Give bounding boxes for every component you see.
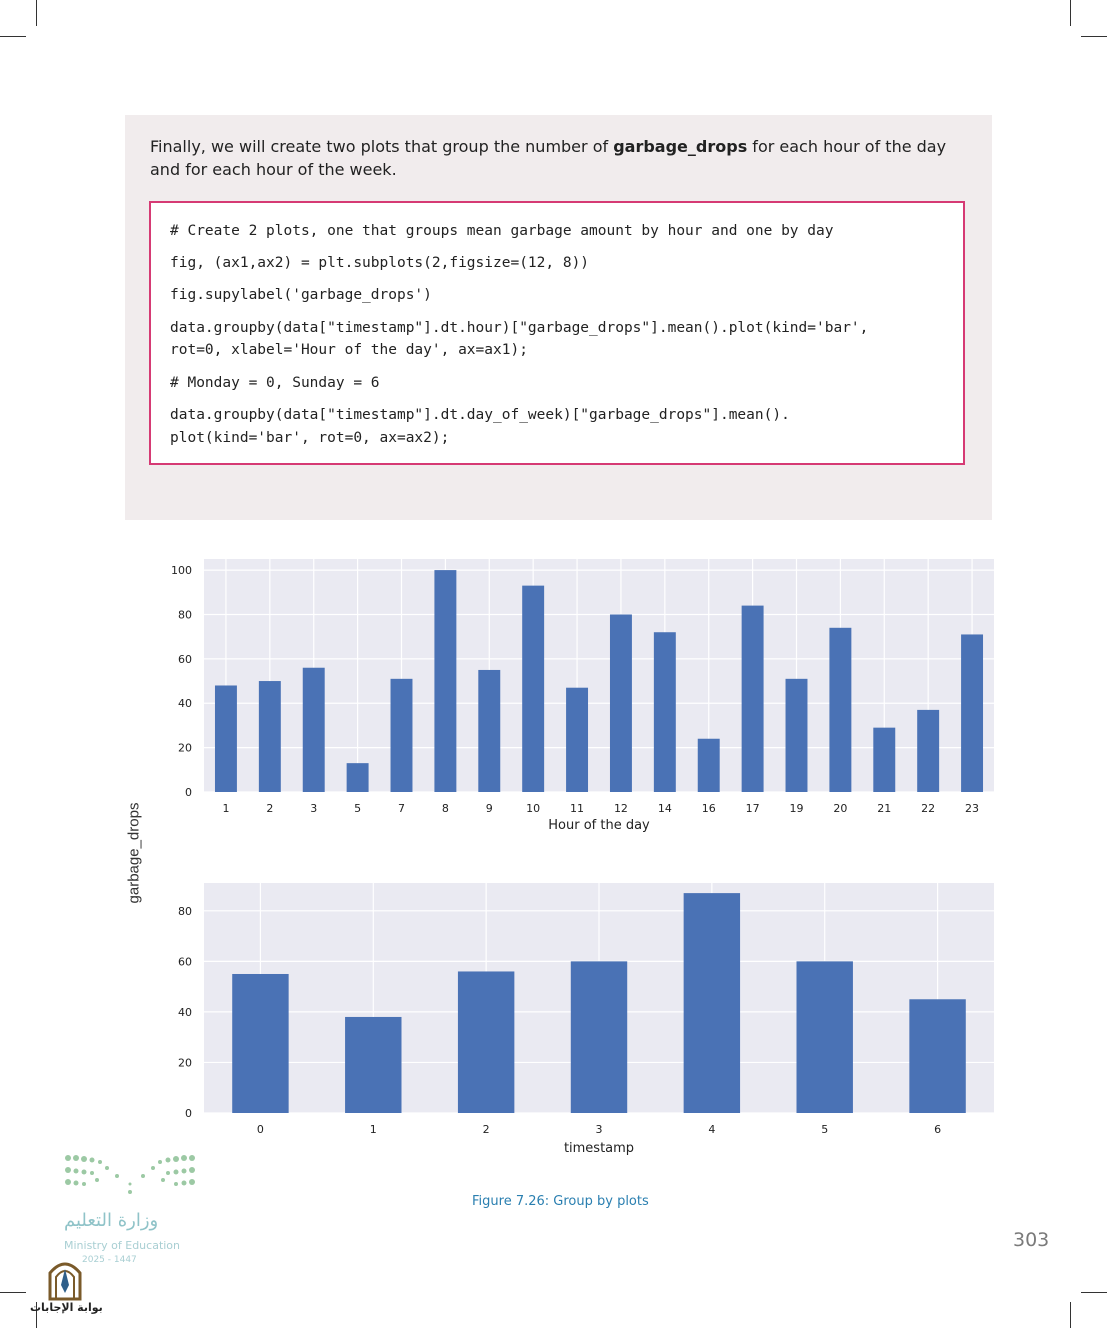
code-line: # Create 2 plots, one that groups mean garbage amount by hour and one by day (170, 223, 834, 239)
watermark (28, 1255, 108, 1321)
x-tick-label: 5 (354, 802, 362, 815)
y-tick-label: 20 (178, 741, 192, 755)
bar-3 (571, 961, 627, 1113)
crop-mark (0, 1292, 26, 1293)
y-tick-label: 40 (178, 1005, 192, 1019)
x-tick-label: 23 (965, 802, 980, 815)
x-tick-label: 1 (222, 802, 230, 815)
bar-22 (917, 710, 939, 792)
x-tick-label: 12 (613, 802, 628, 815)
code-line: data.groupby(data["timestamp"].dt.hour)["garbage_drops"].mean().plot(kind='bar', (170, 320, 869, 336)
ministry-logo (62, 1150, 202, 1270)
bar-1 (345, 1017, 401, 1113)
code-line: fig.supylabel('garbage_drops') (170, 287, 432, 303)
bar-12 (610, 614, 632, 792)
bar-5 (347, 763, 369, 792)
crop-mark (1070, 0, 1071, 26)
x-tick-label: 10 (526, 802, 541, 815)
code-line: # Monday = 0, Sunday = 6 (170, 375, 380, 391)
code-line: fig, (ax1,ax2) = plt.subplots(2,figsize=(12, 8)) (170, 255, 590, 271)
x-tick-label: 0 (256, 1123, 264, 1136)
watermark-text: بوابة الإجابات (30, 1301, 103, 1314)
y-tick-label: 60 (178, 955, 192, 969)
x-tick-label: 3 (595, 1123, 603, 1136)
x-tick-label: 3 (310, 802, 318, 815)
bar-7 (391, 679, 413, 792)
x-axis-label: Hour of the day (548, 818, 650, 833)
logo-english-text: Ministry of Education (64, 1239, 181, 1252)
x-tick-label: 5 (821, 1123, 829, 1136)
intro-panel (125, 115, 992, 520)
code-line: plot(kind='bar', rot=0, ax=ax2); (170, 430, 450, 446)
y-tick-label: 80 (178, 608, 192, 622)
bar-2 (458, 971, 514, 1113)
x-tick-label: 22 (921, 802, 936, 815)
logo-arabic-text: وزارة التعليم (64, 1210, 159, 1231)
x-tick-label: 8 (441, 802, 449, 815)
weekday-bar-chart (0, 870, 1107, 1170)
x-tick-label: 17 (745, 802, 760, 815)
x-tick-label: 2 (266, 802, 274, 815)
bar-8 (434, 570, 456, 792)
bar-2 (259, 681, 281, 792)
x-tick-label: 1 (369, 1123, 377, 1136)
code-line: data.groupby(data["timestamp"].dt.day_of_week)["garbage_drops"].mean(). (170, 407, 790, 423)
bar-23 (961, 634, 983, 792)
x-tick-label: 9 (485, 802, 493, 815)
x-tick-label: 7 (398, 802, 405, 815)
intro-bold-term: garbage_drops (613, 137, 748, 156)
y-tick-label: 60 (178, 652, 192, 666)
logo-year-text: 2025 - 1447 (82, 1255, 137, 1265)
crop-mark (1081, 1292, 1107, 1293)
logo-dots-icon (62, 1150, 202, 1200)
code-block (149, 201, 965, 465)
x-tick-label: 6 (934, 1123, 942, 1136)
x-axis-label: timestamp (563, 1141, 635, 1156)
bar-3 (303, 668, 325, 792)
y-tick-label: 0 (185, 786, 192, 799)
figure-y-label: garbage_drops (125, 802, 143, 904)
intro-paragraph (150, 135, 980, 181)
crop-mark (36, 0, 37, 26)
x-tick-label: 2 (482, 1123, 490, 1136)
y-tick-label: 0 (185, 1107, 192, 1120)
watermark-emblem-icon (28, 1255, 108, 1301)
bar-11 (566, 688, 588, 792)
bar-14 (654, 632, 676, 792)
bar-0 (232, 974, 288, 1113)
bar-19 (786, 679, 808, 792)
crop-mark (1070, 1302, 1071, 1328)
x-tick-label: 16 (701, 802, 716, 815)
bar-1 (215, 685, 237, 792)
y-tick-label: 100 (171, 564, 192, 578)
bar-9 (478, 670, 500, 792)
x-tick-label: 4 (708, 1123, 716, 1136)
hourly-bar-chart (0, 550, 1107, 840)
crop-mark (0, 36, 26, 37)
bar-20 (829, 628, 851, 792)
y-tick-label: 20 (178, 1056, 192, 1070)
x-tick-label: 21 (877, 802, 892, 815)
bar-5 (797, 961, 853, 1113)
bar-10 (522, 586, 544, 792)
bar-21 (873, 728, 895, 792)
bar-4 (684, 893, 740, 1113)
bar-6 (909, 999, 965, 1113)
bar-17 (742, 606, 764, 792)
bar-16 (698, 739, 720, 792)
y-tick-label: 80 (178, 904, 192, 918)
code-line: rot=0, xlabel='Hour of the day', ax=ax1); (170, 342, 528, 358)
x-tick-label: 14 (657, 802, 672, 815)
figure-caption: Figure 7.26: Group by plots (472, 1194, 649, 1209)
x-tick-label: 20 (833, 802, 848, 815)
page-number: 303 (1013, 1229, 1050, 1251)
intro-text-end: for each hour of the day and for each hour of the week. (150, 137, 947, 179)
y-tick-label: 40 (178, 697, 192, 711)
x-tick-label: 19 (789, 802, 804, 815)
crop-mark (1081, 36, 1107, 37)
intro-text-start: Finally, we will create two plots that group the number of (150, 137, 614, 156)
x-tick-label: 11 (570, 802, 585, 815)
